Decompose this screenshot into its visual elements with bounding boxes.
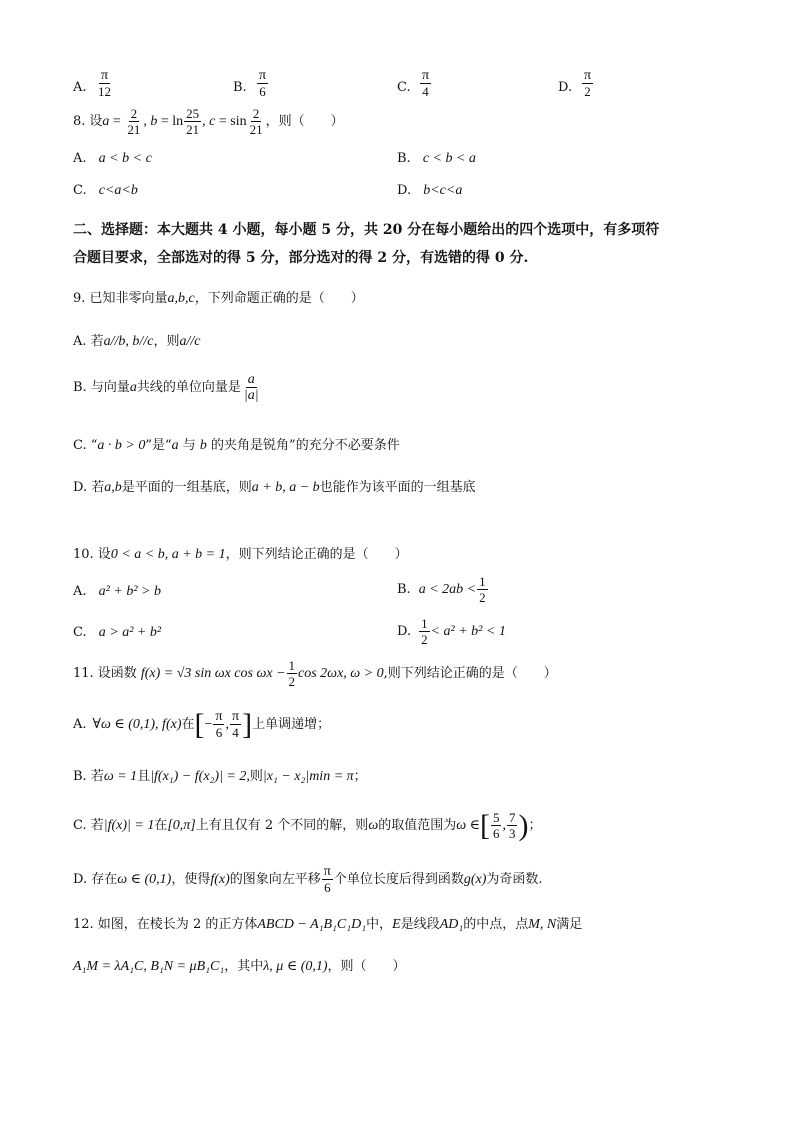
q9-unit-vector: $\frac{a}{|a|}$ bbox=[243, 372, 259, 403]
q8-frac-a: $\frac{2}{21}$ bbox=[127, 106, 141, 137]
q8-option-a: A. a < b < c bbox=[73, 151, 152, 166]
q12-stem-line1: 12. 如图，在棱长为 2 的正方体ABCD − A₁B₁C₁D₁中，E是线段AD₁的中点，点M, N满足 bbox=[73, 917, 583, 932]
q9-stem: 9. 已知非零向量a,b,c，下列命题正确的是（ ） bbox=[73, 291, 364, 306]
q11-option-d: D. 存在 ω ∈ (0,1) ，使得 f(x) 的图象向左平移 $\frac{\pi}{6}$ 个单位长度后得到函数 g(x) 为奇函数. bbox=[73, 864, 543, 895]
q8-lead: 设 bbox=[89, 113, 103, 129]
q10-option-b: B. a < 2ab < $\frac{1}{2}$ bbox=[397, 574, 486, 605]
q8-option-d: D. b<c<a bbox=[397, 183, 463, 198]
q7-option-d-letter: D. bbox=[558, 80, 573, 95]
q10-stem: 10. 设0 < a < b, a + b = 1，则下列结论正确的是（ ） bbox=[73, 547, 408, 562]
q12-stem-line2: A₁M = λA₁C, B₁N = μB₁C₁，其中λ, μ ∈ (0,1)，则（ ） bbox=[73, 959, 406, 974]
q7-option-a-letter: A. bbox=[73, 80, 87, 95]
q10-option-c: C. a > a² + b² bbox=[73, 625, 162, 640]
q11-option-a: A. ∀ω ∈ (0,1), f(x) 在 [ − $\frac{\pi}{6}$ , $\frac{\pi}{4}$ ] 上单调递增； bbox=[73, 707, 331, 741]
q9-option-b: B. 与向量 a 共线的单位向量是 $\frac{a}{|a|}$ bbox=[73, 372, 259, 403]
q9-option-a: A. 若a//b, b//c，则a//c bbox=[73, 334, 201, 349]
q8-frac-c: $\frac{2}{21}$ bbox=[249, 106, 263, 137]
q11-stem: 11. 设函数 f(x) = √3 sin ωx cos ωx − $\frac{1}{2}$ cos 2ωx, ω > 0 ,则下列结论正确的是（ ） bbox=[73, 658, 557, 689]
q8-option-b: B. c < b < a bbox=[397, 151, 476, 166]
section2-heading bbox=[73, 218, 733, 270]
q7-option-b-value: $\frac{\pi}{6}$ bbox=[259, 68, 267, 99]
q8-stem: 8. 设 a = $\frac{2}{21}$ , b = ln $\frac{25}{21}$ , c = sin $\frac{2}{21}$ ，则（ ） bbox=[73, 106, 344, 137]
q7-option-d-value: $\frac{\pi}{2}$ bbox=[584, 68, 592, 99]
q8-number: 8. bbox=[73, 113, 86, 129]
q7-option-c-value: $\frac{\pi}{4}$ bbox=[422, 68, 430, 99]
q8-tail: ，则（ ） bbox=[265, 113, 344, 129]
q7-option-c-letter: C. bbox=[397, 80, 411, 95]
section2-line1: 二、选择题：本大题共 4 小题，每小题 5 分，共 20 分在每小题给出的四个选项中，有多项符 bbox=[73, 222, 660, 238]
q9-option-d: D. 若a,b是平面的一组基底，则a + b, a − b也能作为该平面的一组基底 bbox=[73, 480, 476, 495]
q7-option-b-letter: B. bbox=[233, 80, 247, 95]
q9-vectors: a,b,c bbox=[167, 291, 195, 306]
q7-option-a-value: $\frac{\pi}{12}$ bbox=[98, 68, 111, 99]
q8-frac-b: $\frac{25}{21}$ bbox=[186, 106, 200, 137]
q10-option-a: A. a² + b² > b bbox=[73, 584, 161, 599]
q10-option-d: D. $\frac{1}{2}$ < a² + b² < 1 bbox=[397, 616, 506, 647]
q12-vector-relation: A₁M = λA₁C, B₁N = μB₁C₁ bbox=[73, 959, 225, 974]
q8-option-c: C. c<a<b bbox=[73, 183, 138, 198]
q8-expr-a: a bbox=[102, 113, 110, 129]
q9-option-c: C. “a · b > 0”是“a 与 b 的夹角是锐角”的充分不必要条件 bbox=[73, 438, 400, 453]
section2-line2: 合题目要求，全部选对的得 5 分，部分选对的得 2 分，有选错的得 0 分. bbox=[73, 250, 529, 266]
q11-option-c: C. 若 |f(x)| = 1 在 [0,π] 上有且仅有 2 个不同的解，则 ω 的取值范围为 ω ∈ [ $\frac{5}{6}$ , $\frac{7}{3}$ ) ； bbox=[73, 808, 542, 842]
q11-option-b: B. 若ω = 1且|f(x₁) − f(x₂)| = 2,则|x₁ − x₂|min = π； bbox=[73, 769, 367, 784]
